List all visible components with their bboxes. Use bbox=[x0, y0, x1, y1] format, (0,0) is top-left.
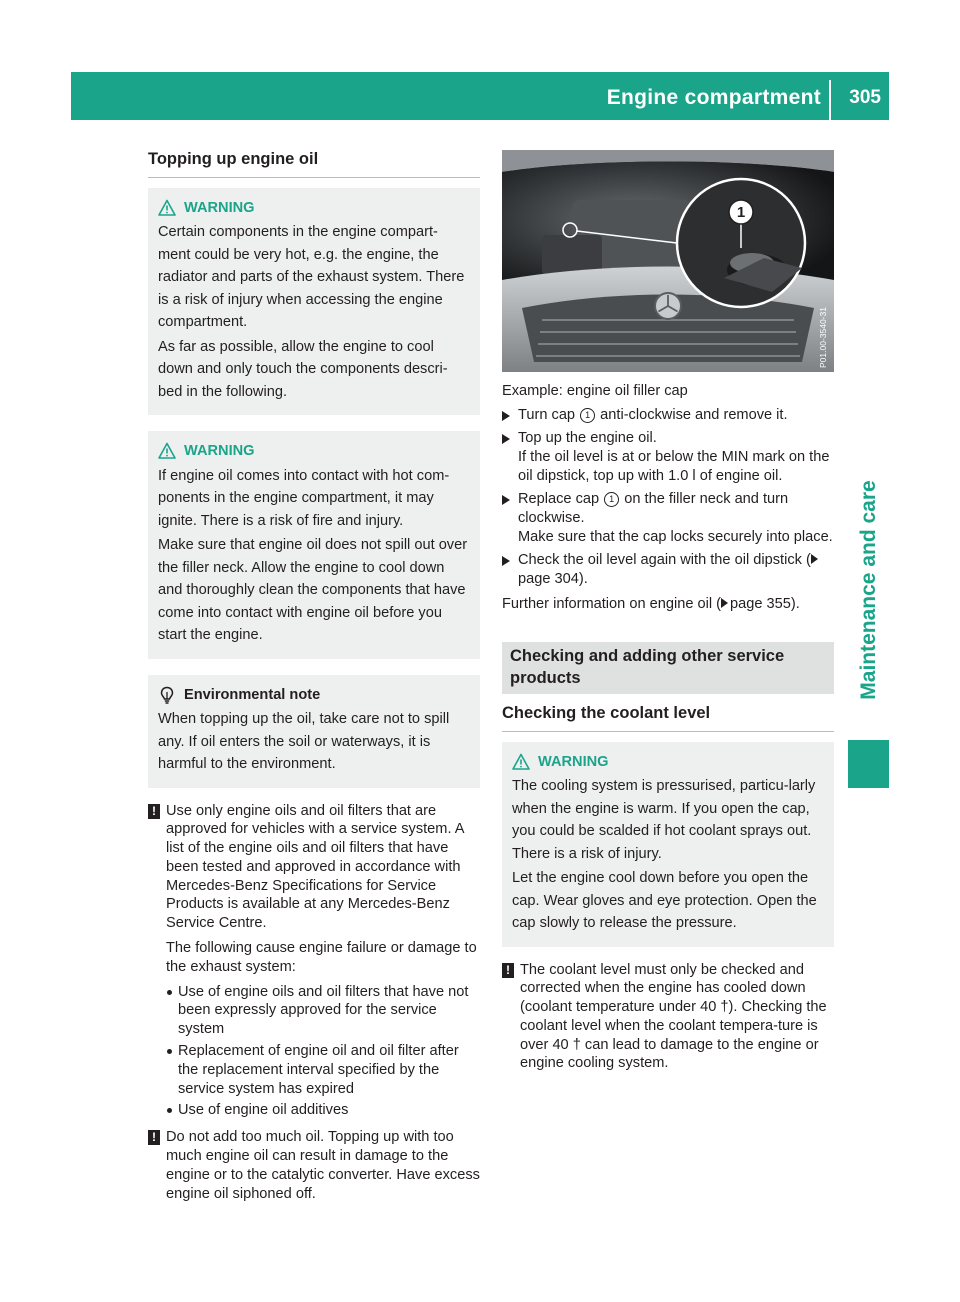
instruction-step: Replace cap 1 on the filler neck and turn clockwise. Make sure that the cap locks securely into place. bbox=[502, 490, 834, 547]
warning-header bbox=[512, 751, 824, 774]
callout-number-icon: 1 bbox=[580, 408, 595, 423]
side-tab bbox=[848, 470, 889, 710]
chapter-title: Engine compartment bbox=[606, 86, 821, 109]
warning-icon bbox=[512, 753, 530, 771]
photo-reference-code: P01.00-3540-31 bbox=[818, 307, 828, 368]
exclamation-icon: ! bbox=[148, 804, 160, 819]
header-divider bbox=[829, 80, 831, 120]
list-item: Replacement of engine oil and oil filter after the replacement interval specified by the service system has expired bbox=[166, 1042, 480, 1098]
warning-header bbox=[158, 440, 470, 463]
further-info: Further information on engine oil ( page 355). bbox=[502, 595, 800, 612]
damage-cause-list bbox=[166, 983, 480, 1121]
note-text: The following cause engine failure or damage to the exhaust system: bbox=[166, 940, 477, 975]
step-arrow-icon bbox=[502, 411, 510, 421]
warning-text: Certain components in the engine compart-ment could be very hot, e.g. the engine, the radiator and parts of the exhaust system. There is a risk of injury when accessing the engine compartment. bbox=[158, 224, 465, 330]
warning-label: WARNING bbox=[184, 199, 255, 216]
caution-note-3 bbox=[502, 961, 834, 1074]
warning-text: Make sure that engine oil does not spill out over the filler neck. Allow the engine to cool down and thoroughly clean the components that have come into contact with engine oil before you start the engine. bbox=[158, 537, 468, 643]
side-tab-marker bbox=[848, 740, 889, 788]
environmental-note-text: When topping up the oil, take care not to spill any. If oil enters the soil or waterways, it is harmful to the environment. bbox=[158, 711, 450, 772]
callout-number-icon: 1 bbox=[604, 492, 619, 507]
warning-icon bbox=[158, 442, 176, 460]
environmental-note-header bbox=[158, 684, 470, 707]
step-arrow-icon bbox=[502, 495, 510, 505]
sub-heading-coolant: Checking the coolant level bbox=[502, 704, 834, 732]
instruction-steps bbox=[502, 406, 834, 589]
warning-text: As far as possible, allow the engine to cool down and only touch the components descri-bed in the following. bbox=[158, 338, 448, 400]
page-ref-icon bbox=[721, 598, 728, 608]
warning-box-2 bbox=[148, 431, 480, 659]
list-item: Use of engine oil additives bbox=[166, 1101, 480, 1120]
page-reference-link[interactable]: page 304 bbox=[518, 570, 579, 587]
warning-text: Let the engine cool down before you open the cap. Wear gloves and eye protection. Open the cap slowly to release the pressure. bbox=[512, 870, 817, 931]
section-heading-topping-up: Topping up engine oil bbox=[148, 150, 480, 178]
page-reference-link[interactable]: page 355 bbox=[730, 595, 791, 612]
instruction-step: Check the oil level again with the oil dipstick (page 304). bbox=[502, 551, 834, 589]
warning-label: WARNING bbox=[184, 443, 255, 459]
warning-label: WARNING bbox=[538, 753, 609, 770]
section-heading-service-products: Checking and adding other service products bbox=[502, 642, 834, 694]
warning-header bbox=[158, 197, 470, 220]
photo-caption: Example: engine oil filler cap bbox=[502, 383, 688, 399]
photo-callout-number: 1 bbox=[736, 204, 746, 221]
lightbulb-icon bbox=[158, 686, 176, 704]
warning-text: If engine oil comes into contact with hot com-ponents in the engine compartment, it may ignite. There is a risk of fire and injury. bbox=[158, 467, 450, 529]
note-text: The coolant level must only be checked and corrected when the engine has cooled down (coolant temperature under 40 †). Checking the coolant level when the coolant tempera-ture is over 40 † can lead to damage to the engine or engine cooling system. bbox=[520, 961, 827, 1072]
warning-text: The cooling system is pressurised, particu-larly when the engine is warm. If you open the cap, you could be scalded if hot coolant sprays out. There is a risk of injury. bbox=[512, 778, 816, 862]
warning-box-1 bbox=[148, 188, 480, 416]
step-arrow-icon bbox=[502, 434, 510, 444]
note-text: Use only engine oils and oil filters that are approved for vehicles with a service system. A list of the engine oils and oil filters that have been tested and approved in accordance with Mercedes-Benz Specifications for Service Products is available at any Mercedes-Benz Service Centre. bbox=[166, 802, 464, 932]
right-column bbox=[502, 150, 834, 1079]
instruction-step: Top up the engine oil. If the oil level is at or below the MIN mark on the oil dipstick, top up with 1.0 l of engine oil. bbox=[502, 429, 834, 486]
exclamation-icon: ! bbox=[148, 1130, 160, 1145]
page-number: 305 bbox=[849, 87, 881, 108]
side-tab-label: Maintenance and care bbox=[856, 480, 880, 700]
warning-box-3 bbox=[502, 742, 834, 947]
instruction-step: Turn cap 1 anti-clockwise and remove it. bbox=[502, 406, 834, 425]
engine-compartment-photo bbox=[502, 150, 834, 372]
environmental-note-box bbox=[148, 675, 480, 788]
page-ref-icon bbox=[811, 554, 818, 564]
note-text: Do not add too much oil. Topping up with too much engine oil can result in damage to the engine or to the catalytic converter. Have excess engine oil siphoned off. bbox=[166, 1129, 480, 1202]
caution-note-1 bbox=[148, 802, 480, 1121]
warning-icon bbox=[158, 199, 176, 217]
exclamation-icon: ! bbox=[502, 963, 514, 978]
list-item: Use of engine oils and oil filters that have not been expressly approved for the service system bbox=[166, 983, 480, 1039]
step-arrow-icon bbox=[502, 556, 510, 566]
environmental-note-label: Environmental note bbox=[184, 686, 321, 703]
caution-note-2 bbox=[148, 1128, 480, 1203]
page-header bbox=[71, 72, 889, 120]
left-column bbox=[148, 150, 480, 1209]
